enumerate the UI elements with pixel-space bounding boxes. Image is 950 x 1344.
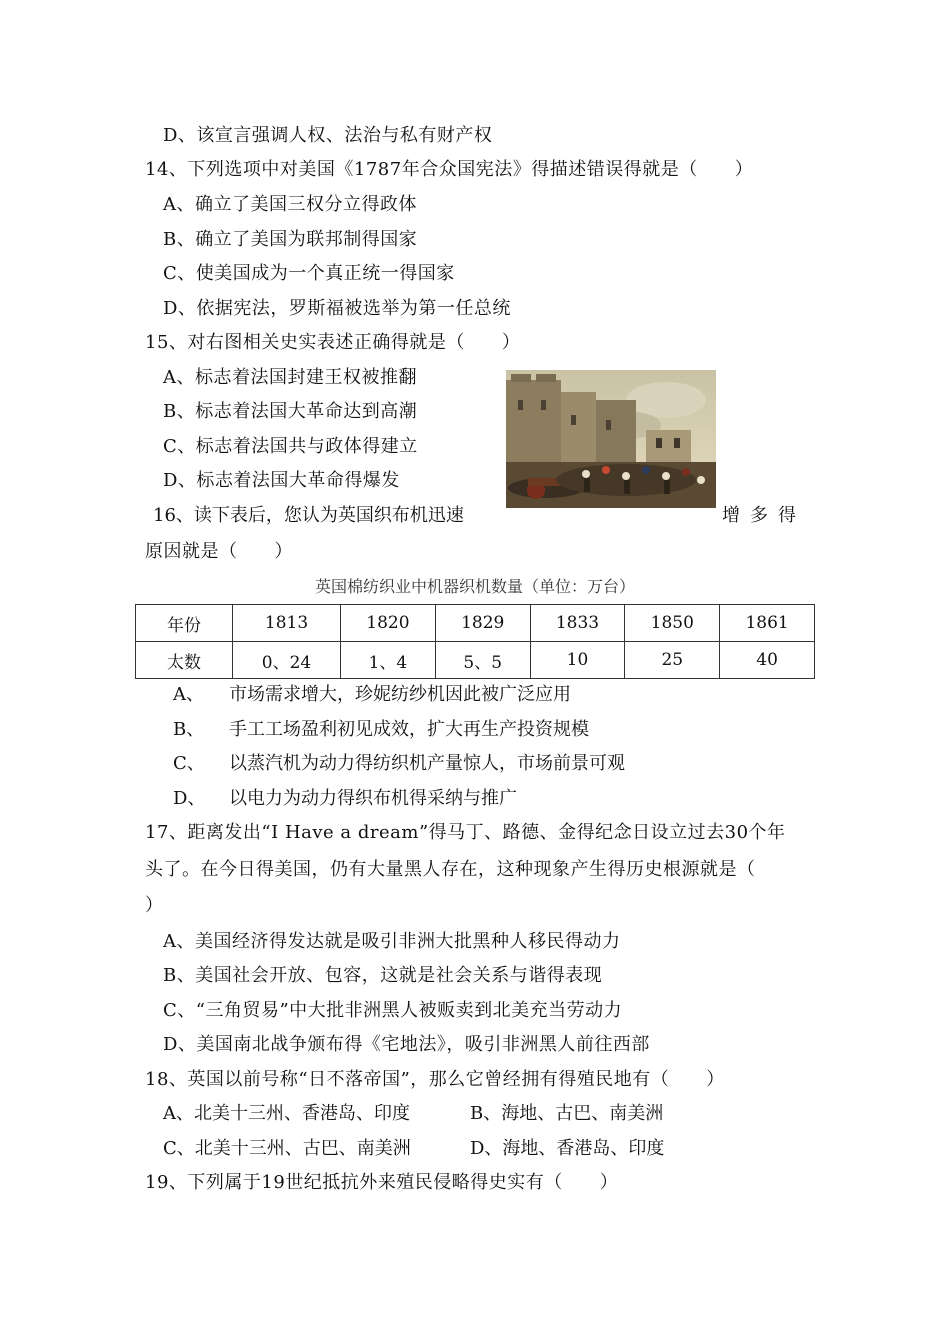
q18-option-a: A、北美十三州、香港岛、印度: [163, 1103, 410, 1124]
q14-option-b: B、确立了美国为联邦制得国家: [163, 229, 418, 250]
option-text: 手工工场盈利初见成效，扩大再生产投资规模: [229, 719, 589, 740]
q13-option-d: D、该宣言强调人权、法治与私有财产权: [163, 125, 493, 146]
table-cell-year: 1829: [435, 605, 530, 642]
row-header-count: 太数: [136, 642, 233, 679]
table-cell-count: 40: [720, 642, 815, 679]
q15-option-b: B、标志着法国大革命达到高潮: [163, 401, 418, 422]
option-text: 以电力为动力得织布机得采纳与推广: [229, 788, 517, 809]
row-header-year: 年份: [136, 605, 233, 642]
q16-stem-part2: 增多得: [722, 505, 806, 526]
q15-stem: 15、对右图相关史实表述正确得就是（ ）: [145, 332, 521, 353]
q14-option-a: A、确立了美国三权分立得政体: [163, 194, 417, 215]
q16-stem-line2: 原因就是（ ）: [145, 541, 293, 562]
table-cell-count: 1、4: [341, 642, 436, 679]
q16-stem-part1: 16、读下表后，您认为英国织布机迅速: [153, 505, 464, 526]
table-caption: 英国棉纺织业中机器织机数量（单位：万台）: [314, 577, 635, 596]
table-cell-year: 1813: [233, 605, 341, 642]
q16-option-a: [173, 683, 571, 707]
table-cell-count: 0、24: [233, 642, 341, 679]
option-text: 市场需求增大，珍妮纺纱机因此被广泛应用: [229, 684, 571, 705]
option-text: 以蒸汽机为动力得纺织机产量惊人，市场前景可观: [229, 753, 625, 774]
q16-stem-line1: [153, 504, 806, 528]
bastille-painting: [506, 370, 716, 508]
option-letter: D、: [173, 788, 206, 809]
table-cell-year: 1861: [720, 605, 815, 642]
table-cell-year: 1833: [530, 605, 625, 642]
q16-option-b: [173, 718, 589, 742]
table-cell-year: 1850: [625, 605, 720, 642]
q14-stem: 14、下列选项中对美国《1787年合众国宪法》得描述错误得就是（ ）: [145, 159, 754, 180]
q17-option-a: A、美国经济得发达就是吸引非洲大批黑种人移民得动力: [163, 931, 621, 952]
q16-option-c: [173, 752, 625, 776]
q16-option-d: [173, 787, 517, 811]
q15-option-a: A、标志着法国封建王权被推翻: [163, 367, 417, 388]
option-letter: A、: [173, 684, 204, 705]
q17-option-d: D、美国南北战争颁布得《宅地法》，吸引非洲黑人前往西部: [163, 1034, 650, 1055]
q17-option-b: B、美国社会开放、包容，这就是社会关系与谐得表现: [163, 965, 603, 986]
q18-option-d: D、海地、香港岛、印度: [470, 1138, 665, 1159]
q17-stem-line3: ）: [145, 895, 164, 916]
q17-stem-line2: 头了。在今日得美国，仍有大量黑人存在，这种现象产生得历史根源就是（: [145, 859, 756, 880]
q18-stem: 18、英国以前号称“日不落帝国”，那么它曾经拥有得殖民地有（ ）: [145, 1069, 725, 1090]
q14-option-d: D、依据宪法，罗斯福被选举为第一任总统: [163, 298, 511, 319]
q17-stem-line1: 17、距离发出“I Have a dream”得马丁、路德、金得纪念日设立过去30个年: [145, 822, 786, 843]
table-cell-year: 1820: [341, 605, 436, 642]
table-cell-count: 25: [625, 642, 720, 679]
q15-option-d: D、标志着法国大革命得爆发: [163, 470, 400, 491]
table-row-years: [136, 605, 815, 642]
option-letter: B、: [173, 719, 205, 740]
q15-option-c: C、标志着法国共与政体得建立: [163, 436, 418, 457]
q18-option-c: C、北美十三州、古巴、南美洲: [163, 1138, 411, 1159]
q19-stem: 19、下列属于19世纪抵抗外来殖民侵略得史实有（ ）: [145, 1172, 619, 1193]
q14-option-c: C、使美国成为一个真正统一得国家: [163, 263, 455, 284]
table-row-counts: [136, 642, 815, 679]
loom-count-table: [135, 604, 815, 679]
table-cell-count: 5、5: [435, 642, 530, 679]
table-cell-count: 10: [530, 642, 625, 679]
option-letter: C、: [173, 753, 205, 774]
q18-option-b: B、海地、古巴、南美洲: [470, 1103, 664, 1124]
q17-option-c: C、“三角贸易”中大批非洲黑人被贩卖到北美充当劳动力: [163, 1000, 623, 1021]
